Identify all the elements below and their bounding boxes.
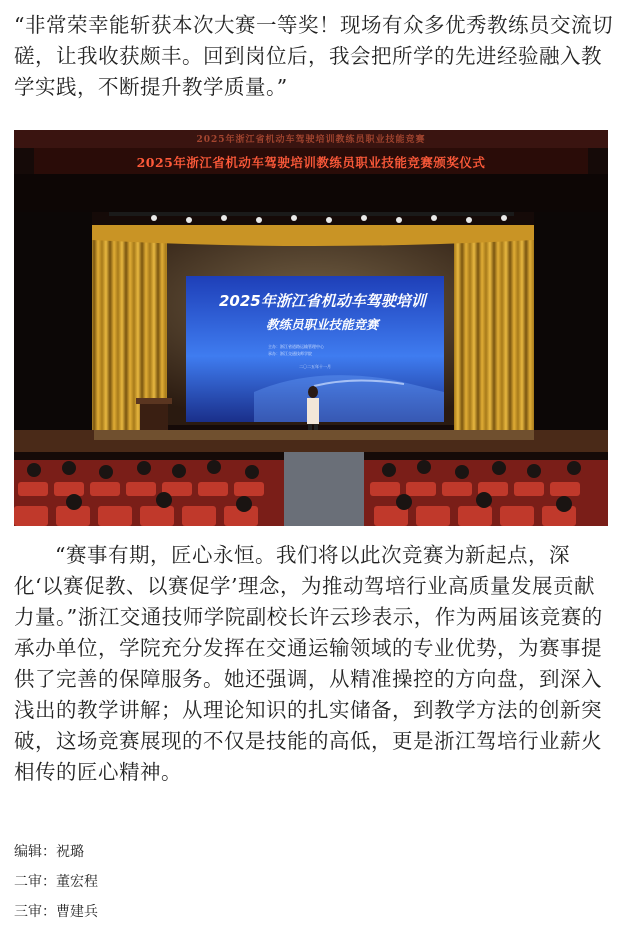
quote-paragraph: “非常荣幸能斩获本次大赛一等奖！现场有众多优秀教练员交流切磋，让我收获颇丰。回到岗位后，我会把所学的先进经验融入教学实践，不断提升教学质量。” xyxy=(14,13,613,99)
aisle xyxy=(284,452,364,526)
third-review-credit: 三审：曹建兵 xyxy=(14,904,98,920)
screen-title-line1: 2025年浙江省机动车驾驶培训 xyxy=(219,292,426,310)
speaker xyxy=(308,386,318,398)
screen-host-line: 承办：浙江交通技师学院 xyxy=(268,351,312,356)
body-paragraph: “赛事有期，匠心永恒。我们将以此次竞赛为新起点，深化‘以赛促教、以赛促学’理念，为推动驾培行业高质量发展贡献力量。”浙江交通技师学院副校长许云珍表示，作为两届该竞赛的承办单位，学院充分发挥在交通运输领域的专业优势，为赛事提供了完善的保障服务。她还强调，从精准操控的方向盘，到深入浅出的教学讲解；从理论知识的扎实储备，到教学方法的创新突破，这场竞赛展现的不仅是技能的高低，更是浙江驾培行业薪火相传的匠心精神。 xyxy=(14,543,603,784)
curtain-right xyxy=(454,225,534,435)
screen-date-line: 二〇二五年十一月 xyxy=(299,364,331,369)
banner-main-text: 2025年浙江省机动车驾驶培训教练员职业技能竞赛颁奖仪式 xyxy=(136,155,486,170)
banner-top-text: 2025年浙江省机动车驾驶培训教练员职业技能竞赛 xyxy=(196,135,426,145)
screen-organizer-line: 主办：浙江省道路运输管理中心 xyxy=(268,344,324,349)
second-review-credit: 二审：董宏程 xyxy=(14,874,98,890)
screen-title-line2: 教练员职业技能竞赛 xyxy=(266,317,379,332)
editor-credit: 编辑：祝璐 xyxy=(14,844,84,860)
award-ceremony-photo xyxy=(14,130,608,526)
